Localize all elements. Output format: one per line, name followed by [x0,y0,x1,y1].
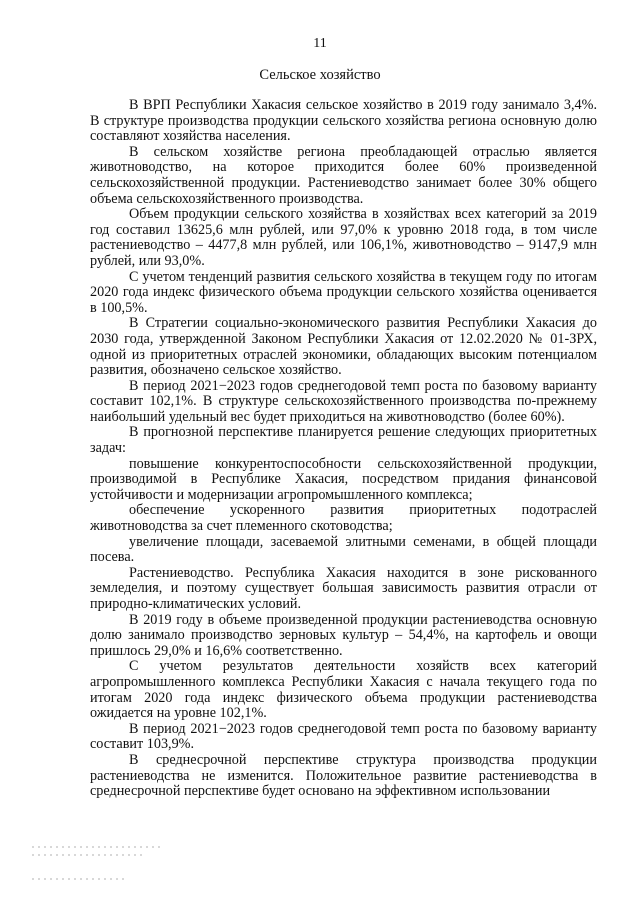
list-item: обеспечение ускоренного развития приоритетных подотраслей животноводства за счет племенного скотоводства; [90,502,597,535]
paragraph: Объем продукции сельского хозяйства в хозяйствах всех категорий за 2019 год составил 13625,6 млн рублей, или 97,0% к уровню 2018 года, в том числе растениеводство – 4477,8 млн рублей, или 106,1%, животноводство – 9147,9 млн рублей, или 93,0%. [90,206,597,269]
paragraph: Растениеводство. Республика Хакасия находится в зоне рискованного земледелия, и поэтому существует большая зависимость развития отрасли от природно-климатических условий. [90,564,597,612]
paragraph: В сельском хозяйстве региона преобладающей отраслью является животноводство, на которое приходится более 60% произведенной сельскохозяйственной продукции. Растениеводство занимает более 30% общего объема сельскохозяйственного производства. [90,143,597,207]
paragraph: В прогнозной перспективе планируется решение следующих приоритетных задач: [90,424,597,457]
scan-artifact [32,846,162,848]
document-body [90,98,597,800]
paragraph: В среднесрочной перспективе структура производства продукции растениеводства не изменится. Положительное развитие растениеводства в среднесрочной перспективе будет основано на эффективном использовании [90,751,597,800]
page-number: 11 [313,36,327,51]
paragraph: В период 2021−2023 годов среднегодовой темп роста по базовому варианту составит 102,1%. В структуре сельскохозяйственного производства по-прежнему наибольший удельный вес будет приходиться на животноводство (более 60%). [90,377,597,425]
list-item: увеличение площади, засеваемой элитными семенами, в общей площади посева. [90,533,597,566]
paragraph: В ВРП Республики Хакасия сельское хозяйство в 2019 году занимало 3,4%. В структуре производства продукции сельского хозяйства региона основную долю составляют хозяйства населения. [90,97,597,145]
scan-artifact [32,878,127,880]
scan-artifact [32,854,142,856]
paragraph: В Стратегии социально-экономического развития Республики Хакасия до 2030 года, утвержденной Законом Республики Хакасия от 12.02.2020 № 01-ЗРХ, одной из приоритетных отраслей экономики, обладающих высоким потенциалом развития, обозначено сельское хозяйство. [90,315,597,379]
paragraph: С учетом результатов деятельности хозяйств всех категорий агропромышленного комплекса Республики Хакасия с начала текущего года по итогам 2020 года индекс физического объема продукции растениеводства ожидается на уровне 102,1%. [90,658,597,722]
list-item: повышение конкурентоспособности сельскохозяйственной продукции, производимой в Республике Хакасия, посредством придания финансовой устойчивости и модернизации агропромышленного комплекса; [90,455,597,503]
paragraph: С учетом тенденций развития сельского хозяйства в текущем году по итогам 2020 года индекс физического объема продукции сельского хозяйства оценивается в 100,5%. [90,268,597,316]
paragraph: В период 2021−2023 годов среднегодовой темп роста по базовому варианту составит 103,9%. [90,720,597,753]
paragraph: В 2019 году в объеме произведенной продукции растениеводства основную долю занимало производство зерновых культур – 54,4%, на картофель и овощи пришлось 29,0% и 16,6% соответственно. [90,611,597,659]
section-heading: Сельское хозяйство [259,67,381,83]
